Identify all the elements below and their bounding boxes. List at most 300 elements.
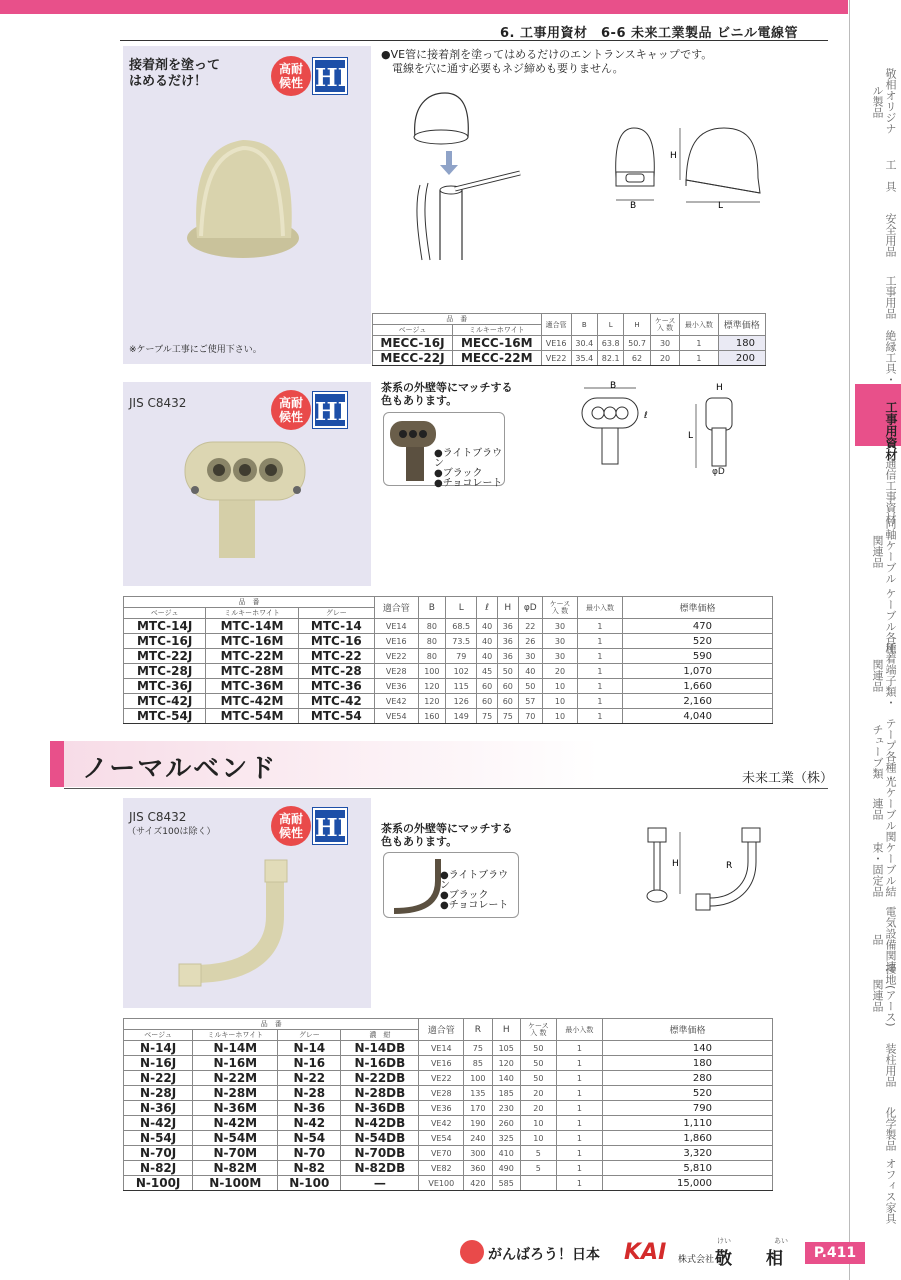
table-cell: VE14 bbox=[374, 619, 418, 634]
table-cell: N-22DB bbox=[341, 1071, 419, 1086]
company-ruby-2: あい bbox=[774, 1237, 788, 1245]
col-header: ケース 入 数 bbox=[650, 314, 680, 336]
table-cell: 50 bbox=[497, 664, 518, 679]
table-cell: 60 bbox=[497, 694, 518, 709]
dim-label-b: B bbox=[630, 201, 637, 211]
table-group-header: 品 番 bbox=[124, 1019, 419, 1030]
table-cell: 1,110 bbox=[603, 1116, 773, 1131]
table-cell: 30 bbox=[542, 634, 577, 649]
table-cell: MTC-16 bbox=[298, 634, 374, 649]
table-cell: 1 bbox=[577, 679, 622, 694]
table-cell: N-42 bbox=[278, 1116, 341, 1131]
table-cell: 30 bbox=[542, 619, 577, 634]
table-cell: N-70 bbox=[278, 1146, 341, 1161]
col-header: 最小入数 bbox=[680, 314, 718, 336]
section-underline bbox=[64, 788, 828, 789]
table-row bbox=[124, 1041, 773, 1056]
mtc-catchphrase: 茶系の外壁等にマッチする 色もあります。 bbox=[381, 381, 513, 407]
table-cell: 40 bbox=[477, 619, 498, 634]
sidebar-item-4[interactable]: 絶縁工具・ bbox=[884, 329, 897, 385]
table-cell: 80 bbox=[418, 649, 446, 664]
table-cell: 126 bbox=[446, 694, 477, 709]
col-header: 標準価格 bbox=[623, 597, 773, 619]
table-row bbox=[373, 351, 766, 366]
footer-slogan: がんばろう！日本 bbox=[488, 1247, 600, 1263]
table-row bbox=[124, 1146, 773, 1161]
dim-label-h: H bbox=[670, 151, 677, 161]
table-cell: 20 bbox=[520, 1101, 556, 1116]
table-cell: 60 bbox=[477, 679, 498, 694]
mtc-color-list bbox=[434, 449, 504, 489]
table-row bbox=[124, 1116, 773, 1131]
table-cell: 100 bbox=[464, 1071, 492, 1086]
col-header: B bbox=[418, 597, 446, 619]
table-cell: MECC-16J bbox=[373, 336, 453, 351]
sidebar-item-16[interactable]: 化学製品 bbox=[884, 1107, 897, 1151]
table-cell: N-54J bbox=[124, 1131, 193, 1146]
table-row bbox=[124, 1161, 773, 1176]
weather-resistant-badge bbox=[271, 806, 355, 850]
mecc-note: ※ケーブル工事にご使用下さい。 bbox=[129, 345, 262, 355]
table-cell: 1 bbox=[577, 619, 622, 634]
col-header: H bbox=[624, 314, 650, 336]
sub-header: ベージュ bbox=[124, 1030, 193, 1041]
table-cell: 1 bbox=[556, 1146, 602, 1161]
table-row bbox=[373, 336, 766, 351]
sidebar-item-17[interactable]: オフィス家具 bbox=[884, 1158, 897, 1224]
color-black: ●ブラック bbox=[440, 890, 489, 901]
table-cell: 120 bbox=[418, 679, 446, 694]
sub-header: ミルキーホワイト bbox=[206, 608, 298, 619]
table-cell: N-82M bbox=[193, 1161, 278, 1176]
table-row bbox=[124, 1071, 773, 1086]
table-cell: 36 bbox=[497, 634, 518, 649]
mtc-color-box bbox=[383, 412, 505, 489]
table-row bbox=[124, 1176, 773, 1191]
table-cell: 40 bbox=[477, 634, 498, 649]
company-name: 敬 相 bbox=[715, 1249, 783, 1269]
table-cell: 1,070 bbox=[623, 664, 773, 679]
table-cell: 260 bbox=[492, 1116, 520, 1131]
table-cell: MTC-36J bbox=[124, 679, 206, 694]
table-cell: MTC-36 bbox=[298, 679, 374, 694]
table-cell: 30 bbox=[518, 649, 542, 664]
table-cell: VE54 bbox=[419, 1131, 464, 1146]
table-cell: 360 bbox=[464, 1161, 492, 1176]
sub-header: ベージュ bbox=[124, 608, 206, 619]
table-cell: 73.5 bbox=[446, 634, 477, 649]
table-cell: N-14 bbox=[278, 1041, 341, 1056]
table-cell: MTC-22 bbox=[298, 649, 374, 664]
table-cell: VE16 bbox=[419, 1056, 464, 1071]
table-cell: N-28M bbox=[193, 1086, 278, 1101]
table-cell: N-70DB bbox=[341, 1146, 419, 1161]
table-row bbox=[124, 694, 773, 709]
table-cell: 280 bbox=[603, 1071, 773, 1086]
table-cell: MTC-42 bbox=[298, 694, 374, 709]
table-cell: MTC-22M bbox=[206, 649, 298, 664]
header-divider bbox=[120, 40, 828, 41]
table-cell: MECC-16M bbox=[452, 336, 541, 351]
table-cell: 20 bbox=[542, 664, 577, 679]
mtc-dimension-diagram bbox=[570, 378, 750, 478]
table-cell: VE54 bbox=[374, 709, 418, 724]
table-cell: MTC-54 bbox=[298, 709, 374, 724]
table-cell: N-70M bbox=[193, 1146, 278, 1161]
table-cell: VE28 bbox=[419, 1086, 464, 1101]
table-cell: 4,040 bbox=[623, 709, 773, 724]
table-cell: 115 bbox=[446, 679, 477, 694]
table-cell: 470 bbox=[623, 619, 773, 634]
terminal-cap-photo bbox=[179, 434, 329, 564]
table-cell: 1,660 bbox=[623, 679, 773, 694]
table-row bbox=[124, 649, 773, 664]
table-cell bbox=[520, 1176, 556, 1191]
bend-spec-table bbox=[123, 1018, 773, 1191]
table-cell: 30 bbox=[542, 649, 577, 664]
table-cell: 1 bbox=[556, 1116, 602, 1131]
table-cell: MTC-28 bbox=[298, 664, 374, 679]
table-cell: VE42 bbox=[419, 1116, 464, 1131]
table-cell: 62 bbox=[624, 351, 650, 366]
table-cell: 80 bbox=[418, 619, 446, 634]
bend-jis-note: （サイズ100は除く） bbox=[127, 827, 216, 837]
table-row bbox=[124, 1056, 773, 1071]
sidebar-item-11[interactable]: 光ケーブル関連品 bbox=[871, 776, 897, 842]
entrance-cap-photo bbox=[183, 126, 313, 266]
table-cell: 60 bbox=[497, 679, 518, 694]
table-row bbox=[124, 634, 773, 649]
table-cell: 10 bbox=[542, 709, 577, 724]
table-cell: 1 bbox=[577, 649, 622, 664]
bend-color-box bbox=[383, 852, 519, 918]
table-cell: 102 bbox=[446, 664, 477, 679]
table-cell: MTC-28M bbox=[206, 664, 298, 679]
col-header: ケース 入 数 bbox=[542, 597, 577, 619]
table-cell: MTC-22J bbox=[124, 649, 206, 664]
dim-label-d: φD bbox=[712, 467, 725, 477]
col-header: H bbox=[497, 597, 518, 619]
table-cell: N-100J bbox=[124, 1176, 193, 1191]
table-cell: VE22 bbox=[541, 351, 571, 366]
table-cell: 50 bbox=[520, 1056, 556, 1071]
table-cell: 1 bbox=[556, 1101, 602, 1116]
table-cell: 790 bbox=[603, 1101, 773, 1116]
table-cell: MTC-42M bbox=[206, 694, 298, 709]
table-cell: 1 bbox=[680, 336, 718, 351]
mtc-jis-label: JIS C8432 bbox=[129, 396, 187, 410]
table-cell: N-54DB bbox=[341, 1131, 419, 1146]
table-cell: 1 bbox=[556, 1056, 602, 1071]
table-cell: 180 bbox=[718, 336, 766, 351]
table-row bbox=[124, 619, 773, 634]
table-cell: 170 bbox=[464, 1101, 492, 1116]
table-cell: 10 bbox=[542, 679, 577, 694]
mecc-photo-panel bbox=[123, 46, 371, 364]
table-cell: N-42M bbox=[193, 1116, 278, 1131]
table-cell: 79 bbox=[446, 649, 477, 664]
table-cell: N-82J bbox=[124, 1161, 193, 1176]
table-cell: VE36 bbox=[419, 1101, 464, 1116]
table-cell: 40 bbox=[518, 664, 542, 679]
table-cell: 100 bbox=[418, 664, 446, 679]
table-cell: 1 bbox=[556, 1176, 602, 1191]
col-header: B bbox=[571, 314, 597, 336]
table-cell: 35.4 bbox=[571, 351, 597, 366]
table-cell: N-22 bbox=[278, 1071, 341, 1086]
table-cell: MTC-42J bbox=[124, 694, 206, 709]
table-cell: N-14J bbox=[124, 1041, 193, 1056]
section-title: ノーマルベンド bbox=[82, 754, 278, 784]
mtc-photo-panel bbox=[123, 382, 371, 586]
col-header: 最小入数 bbox=[577, 597, 622, 619]
table-cell: 82.1 bbox=[597, 351, 623, 366]
bend-catchphrase: 茶系の外壁等にマッチする 色もあります。 bbox=[381, 822, 513, 848]
dim-label-h: H bbox=[716, 383, 723, 393]
table-cell: 85 bbox=[464, 1056, 492, 1071]
table-cell: 200 bbox=[718, 351, 766, 366]
sidebar-item-14[interactable]: 接地(アース)関連品 bbox=[871, 963, 897, 1027]
table-cell: 10 bbox=[542, 694, 577, 709]
table-cell: 5 bbox=[520, 1161, 556, 1176]
sidebar-item-6[interactable]: 通信工事資材 bbox=[884, 458, 897, 524]
table-cell: 420 bbox=[464, 1176, 492, 1191]
table-cell: 149 bbox=[446, 709, 477, 724]
table-cell: 520 bbox=[603, 1086, 773, 1101]
table-cell: 185 bbox=[492, 1086, 520, 1101]
table-cell: 240 bbox=[464, 1131, 492, 1146]
table-row bbox=[124, 1086, 773, 1101]
col-header: ℓ bbox=[477, 597, 498, 619]
table-cell: N-54 bbox=[278, 1131, 341, 1146]
table-cell: VE14 bbox=[419, 1041, 464, 1056]
sidebar-item-3[interactable]: 工事用品 bbox=[884, 275, 897, 319]
table-cell: 63.8 bbox=[597, 336, 623, 351]
table-row bbox=[124, 679, 773, 694]
table-cell: MTC-16J bbox=[124, 634, 206, 649]
sidebar-item-2[interactable]: 安全用品 bbox=[884, 213, 897, 257]
sidebar-item-8[interactable]: ケーブル各種 bbox=[884, 588, 897, 654]
sidebar-item-5[interactable]: 工事用資材 bbox=[884, 401, 898, 461]
col-header: 標準価格 bbox=[718, 314, 766, 336]
table-cell: 80 bbox=[418, 634, 446, 649]
table-cell: 50 bbox=[520, 1071, 556, 1086]
mtc-spec-table bbox=[123, 596, 773, 724]
table-cell: 120 bbox=[492, 1056, 520, 1071]
table-cell: 105 bbox=[492, 1041, 520, 1056]
table-cell: 1 bbox=[556, 1131, 602, 1146]
table-cell: 5 bbox=[520, 1146, 556, 1161]
hi-badge: HI bbox=[313, 58, 347, 94]
table-cell: 520 bbox=[623, 634, 773, 649]
table-cell: 140 bbox=[603, 1041, 773, 1056]
brand-logo: KAI bbox=[624, 1240, 667, 1265]
high-weather-badge: 高耐 候性 bbox=[271, 56, 311, 96]
table-cell: MTC-14J bbox=[124, 619, 206, 634]
sidebar-item-15[interactable]: 装柱用品 bbox=[884, 1043, 897, 1087]
sidebar-item-7[interactable]: 同軸ケーブル関連品 bbox=[871, 518, 897, 584]
table-cell: MTC-36M bbox=[206, 679, 298, 694]
table-cell: — bbox=[341, 1176, 419, 1191]
mtc-color-sample bbox=[388, 417, 438, 483]
table-cell: N-100 bbox=[278, 1176, 341, 1191]
table-cell: VE36 bbox=[374, 679, 418, 694]
table-cell: 1 bbox=[556, 1086, 602, 1101]
high-weather-badge: 高耐 候性 bbox=[271, 806, 311, 846]
table-cell: N-36M bbox=[193, 1101, 278, 1116]
dim-label-b: B bbox=[610, 381, 617, 391]
sidebar-item-0[interactable]: 敬相オリジナル製品 bbox=[871, 68, 897, 134]
sub-header: グレー bbox=[298, 608, 374, 619]
mecc-install-diagram bbox=[400, 85, 530, 270]
bend-color-list bbox=[440, 871, 518, 911]
table-cell: N-16J bbox=[124, 1056, 193, 1071]
col-header: 適合管 bbox=[541, 314, 571, 336]
col-header: L bbox=[446, 597, 477, 619]
mecc-description: ●VE管に接着剤を塗ってはめるだけのエントランスキャップです。 電線を穴に通す必要もネジ締めも要りません。 bbox=[381, 48, 713, 75]
table-cell: N-22M bbox=[193, 1071, 278, 1086]
col-header: φD bbox=[518, 597, 542, 619]
table-group-header: 品 番 bbox=[124, 597, 375, 608]
sidebar-item-12[interactable]: ケーブル結束・固定品 bbox=[871, 841, 897, 897]
table-cell: 50 bbox=[518, 679, 542, 694]
sub-header: ミルキーホワイト bbox=[452, 325, 541, 336]
page-header-title: 6. 工事用資材 6-6 未来工業製品 ビニル電線管 bbox=[500, 26, 799, 41]
sub-header: ベージュ bbox=[373, 325, 453, 336]
bend-color-sample bbox=[388, 855, 448, 917]
table-cell: N-14M bbox=[193, 1041, 278, 1056]
hi-badge: HI bbox=[313, 392, 347, 428]
table-row bbox=[124, 664, 773, 679]
table-cell: N-36DB bbox=[341, 1101, 419, 1116]
table-cell: 10 bbox=[520, 1116, 556, 1131]
table-cell: 50 bbox=[520, 1041, 556, 1056]
table-cell: VE42 bbox=[374, 694, 418, 709]
table-cell: N-22J bbox=[124, 1071, 193, 1086]
table-cell: 135 bbox=[464, 1086, 492, 1101]
table-cell: VE82 bbox=[419, 1161, 464, 1176]
dim-label-ell: ℓ bbox=[644, 411, 648, 421]
table-cell: 1 bbox=[556, 1041, 602, 1056]
table-cell: MECC-22M bbox=[452, 351, 541, 366]
col-header: L bbox=[597, 314, 623, 336]
sidebar-item-1[interactable]: 工 具 bbox=[884, 158, 897, 192]
hi-badge: HI bbox=[313, 808, 347, 844]
sidebar-item-10[interactable]: テープ各種・チューブ類 bbox=[871, 718, 897, 784]
color-light-brown: ●ライトブラウン bbox=[434, 448, 503, 469]
table-cell: 30 bbox=[650, 336, 680, 351]
dim-label-h: H bbox=[672, 859, 679, 869]
table-cell: 75 bbox=[464, 1041, 492, 1056]
sidebar-item-13[interactable]: 電気設備関連品 bbox=[871, 906, 897, 972]
table-cell: 140 bbox=[492, 1071, 520, 1086]
table-cell: 30.4 bbox=[571, 336, 597, 351]
table-cell: N-70J bbox=[124, 1146, 193, 1161]
table-cell: 26 bbox=[518, 634, 542, 649]
table-cell: VE16 bbox=[541, 336, 571, 351]
col-header: 標準価格 bbox=[603, 1019, 773, 1041]
table-cell: 1 bbox=[577, 634, 622, 649]
mecc-dimension-diagram bbox=[600, 118, 780, 218]
table-cell: VE16 bbox=[374, 634, 418, 649]
table-cell: 180 bbox=[603, 1056, 773, 1071]
table-cell: N-28J bbox=[124, 1086, 193, 1101]
table-cell: 5,810 bbox=[603, 1161, 773, 1176]
color-black: ●ブラック bbox=[434, 468, 483, 479]
table-cell: MTC-16M bbox=[206, 634, 298, 649]
table-cell: MTC-14M bbox=[206, 619, 298, 634]
table-cell: N-82 bbox=[278, 1161, 341, 1176]
high-weather-badge: 高耐 候性 bbox=[271, 390, 311, 430]
dim-label-r: R bbox=[726, 861, 733, 871]
dim-label-l: L bbox=[688, 431, 694, 441]
table-cell: 40 bbox=[477, 649, 498, 664]
table-cell: 20 bbox=[520, 1086, 556, 1101]
col-header: ケース 入 数 bbox=[520, 1019, 556, 1041]
company-prefix: 株式会社 bbox=[678, 1255, 715, 1265]
table-cell: 1 bbox=[556, 1161, 602, 1176]
table-cell: VE70 bbox=[419, 1146, 464, 1161]
table-cell: 490 bbox=[492, 1161, 520, 1176]
table-cell: 585 bbox=[492, 1176, 520, 1191]
table-cell: 57 bbox=[518, 694, 542, 709]
table-cell: 3,320 bbox=[603, 1146, 773, 1161]
table-cell: N-42J bbox=[124, 1116, 193, 1131]
table-cell: 60 bbox=[477, 694, 498, 709]
bend-dimension-diagram bbox=[630, 822, 780, 922]
col-header: R bbox=[464, 1019, 492, 1041]
normal-bend-photo bbox=[173, 856, 303, 996]
table-cell: 1 bbox=[556, 1071, 602, 1086]
table-row bbox=[124, 1101, 773, 1116]
table-cell: 325 bbox=[492, 1131, 520, 1146]
table-group-header: 品 番 bbox=[373, 314, 542, 325]
weather-resistant-badge bbox=[271, 56, 355, 100]
table-cell: MTC-54M bbox=[206, 709, 298, 724]
table-cell: 160 bbox=[418, 709, 446, 724]
dim-label-l: L bbox=[718, 201, 724, 211]
table-cell: 20 bbox=[650, 351, 680, 366]
table-cell: 36 bbox=[497, 649, 518, 664]
table-cell: 230 bbox=[492, 1101, 520, 1116]
table-cell: 1 bbox=[577, 694, 622, 709]
cherry-blossom-icon bbox=[460, 1240, 484, 1264]
col-header: 最小入数 bbox=[556, 1019, 602, 1041]
table-row bbox=[124, 1131, 773, 1146]
table-cell: N-42DB bbox=[341, 1116, 419, 1131]
sub-header: 濃 紺 bbox=[341, 1030, 419, 1041]
company-ruby-1: けい bbox=[717, 1237, 731, 1245]
table-cell: MTC-54J bbox=[124, 709, 206, 724]
table-cell: VE28 bbox=[374, 664, 418, 679]
table-row bbox=[124, 709, 773, 724]
table-cell: 22 bbox=[518, 619, 542, 634]
table-cell: 68.5 bbox=[446, 619, 477, 634]
table-cell: VE100 bbox=[419, 1176, 464, 1191]
table-cell: 75 bbox=[497, 709, 518, 724]
table-cell: 36 bbox=[497, 619, 518, 634]
col-header: H bbox=[492, 1019, 520, 1041]
table-cell: 45 bbox=[477, 664, 498, 679]
table-cell: 190 bbox=[464, 1116, 492, 1131]
table-cell: N-100M bbox=[193, 1176, 278, 1191]
table-cell: MECC-22J bbox=[373, 351, 453, 366]
table-cell: 75 bbox=[477, 709, 498, 724]
table-cell: N-14DB bbox=[341, 1041, 419, 1056]
sidebar-item-9[interactable]: 圧着端子類・関連品 bbox=[871, 642, 897, 708]
bend-photo-panel bbox=[123, 798, 371, 1008]
table-cell: MTC-28J bbox=[124, 664, 206, 679]
